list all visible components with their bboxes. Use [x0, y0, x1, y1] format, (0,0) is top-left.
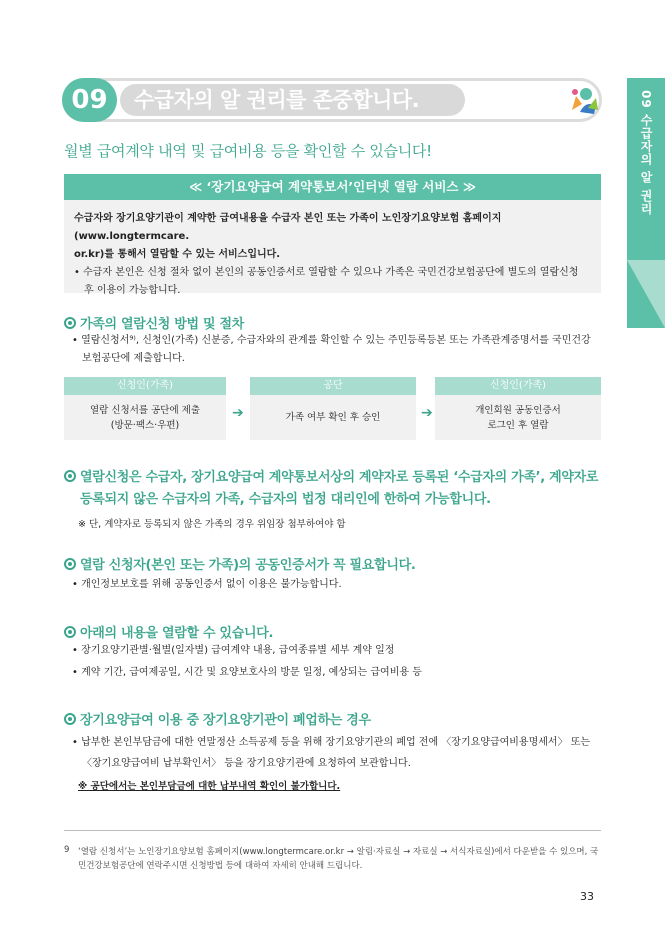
section-title-5-text: 장기요양급여 이용 중 장기요양기관이 폐업하는 경우	[80, 713, 371, 728]
flow-step-2-head: 공단	[250, 377, 416, 395]
flow-step-2-line-1: 가족 여부 확인 후 승인	[285, 412, 381, 423]
flow-step-1-line-1: 열람 신청서를 공단에 제출	[89, 404, 200, 416]
flow-step-1-head: 신청인(가족)	[64, 377, 226, 395]
flow-step-3-line-2: 로그인 후 열람	[487, 419, 549, 431]
section-title-4-text: 아래의 내용을 열람할 수 있습니다.	[80, 626, 274, 641]
section-3-bullet: • 개인정보보호를 위해 공동인증서 없이 이용은 불가능합니다.	[72, 579, 342, 590]
flow-step-3-head: 신청인(가족)	[435, 377, 601, 395]
circle-bullet-icon	[64, 317, 76, 329]
section-5-note: ※ 공단에서는 본인부담금에 대한 납부내역 확인이 불가합니다.	[78, 781, 341, 792]
service-line-1: 수급자와 장기요양기관이 계약한 급여내용을 수급자 본인 또는 가족이 노인장기요양보험 홈페이지(www.longtermcare.	[74, 213, 502, 242]
arrow-right-icon: ➔	[421, 405, 433, 421]
flow-step-2-box	[250, 395, 416, 440]
circle-bullet-icon	[64, 713, 76, 725]
flow-step-1-line-2: (방문·팩스·우편)	[110, 419, 180, 431]
section-title-3-text: 열람 신청자(본인 또는 가족)의 공동인증서가 꼭 필요합니다.	[80, 558, 416, 573]
section-title-2-line-2: 등록되지 않은 수급자의 가족, 수급자의 법정 대리인에 한하여 가능합니다.	[80, 492, 491, 507]
section-title-1	[64, 313, 244, 332]
service-heading: ≪ ‘장기요양급여 계약통보서’인터넷 열람 서비스 ≫	[64, 174, 601, 200]
section-title-2	[64, 467, 604, 511]
flow-step-1-box	[64, 395, 226, 440]
section-title-2-line-1: 열람신청은 수급자, 장기요양급여 계약통보서상의 계약자로 등록된 ‘수급자의 가족’, 계약자로	[80, 470, 599, 485]
footnote-text: ‘열람 신청서’는 노인장기요양보험 홈페이지(www.longtermcare.or.kr → 알림·자료실 → 자료실 → 서식자료실)에서 다운받을 수 있으며, 국민건강보험공단에 연락주시면 신청방법 등에 대하여 자세히 안내해 드립니다.	[78, 847, 599, 871]
section-2-note: ※ 단, 계약자로 등록되지 않은 가족의 경우 위임장 첨부하여야 함	[78, 519, 346, 530]
section-5-bullet: • 납부한 본인부담금에 대한 연말정산 소득공제 등을 위해 장기요양기관의 폐업 전에 〈장기요양급여비용명세서〉 또는 〈장기요양급여비 납부확인서〉 등을 장기요양기관에 요청하여 보관합니다.	[72, 737, 591, 769]
section-title-5	[64, 709, 371, 728]
section-title-4	[64, 622, 273, 641]
circle-bullet-icon	[64, 470, 76, 482]
page-number: 33	[580, 890, 594, 903]
service-bullet: • 수급자 본인은 신청 절차 없이 본인의 공동인증서로 열람할 수 있으나 가족은 국민건강보험공단에 별도의 열람신청 후 이용이 가능합니다.	[74, 267, 579, 296]
section-title-3	[64, 554, 415, 573]
page-title: 수급자의 알 권리를 존중합니다.	[134, 88, 420, 112]
footnote-divider	[64, 830, 601, 831]
subtitle: 월별 급여계약 내역 및 급여비용 등을 확인할 수 있습니다!	[64, 142, 432, 160]
service-line-2: or.kr)를 통해서 열람할 수 있는 서비스입니다.	[74, 249, 281, 260]
section-1-bullet: • 열람신청서⁹⁾, 신청인(가족) 신분증, 수급자와의 관계를 확인할 수 있는 주민등록등본 또는 가족관계증명서를 국민건강보험공단에 제출합니다.	[72, 335, 591, 364]
side-tab-fold	[627, 260, 665, 328]
side-tab-label: 09 수급자의 알 권리	[639, 90, 653, 216]
circle-bullet-icon	[64, 558, 76, 570]
footnote-number: 9	[64, 845, 70, 855]
service-box	[64, 200, 601, 296]
section-4-bullet-1: • 장기요양기관별·월별(일자별) 급여계약 내용, 급여종류별 세부 계약 일정	[72, 645, 395, 656]
logo-icon	[566, 82, 600, 118]
flow-step-3-box	[435, 395, 601, 440]
arrow-right-icon: ➔	[232, 405, 244, 421]
flow-step-3-line-1: 개인회원 공동인증서	[475, 404, 561, 416]
section-4-bullet-2: • 계약 기간, 급여제공일, 시간 및 요양보호사의 방문 일정, 예상되는 급여비용 등	[72, 667, 422, 678]
section-title-1-text: 가족의 열람신청 방법 및 절차	[80, 317, 244, 332]
chapter-number: 09	[62, 78, 117, 122]
circle-bullet-icon	[64, 626, 76, 638]
